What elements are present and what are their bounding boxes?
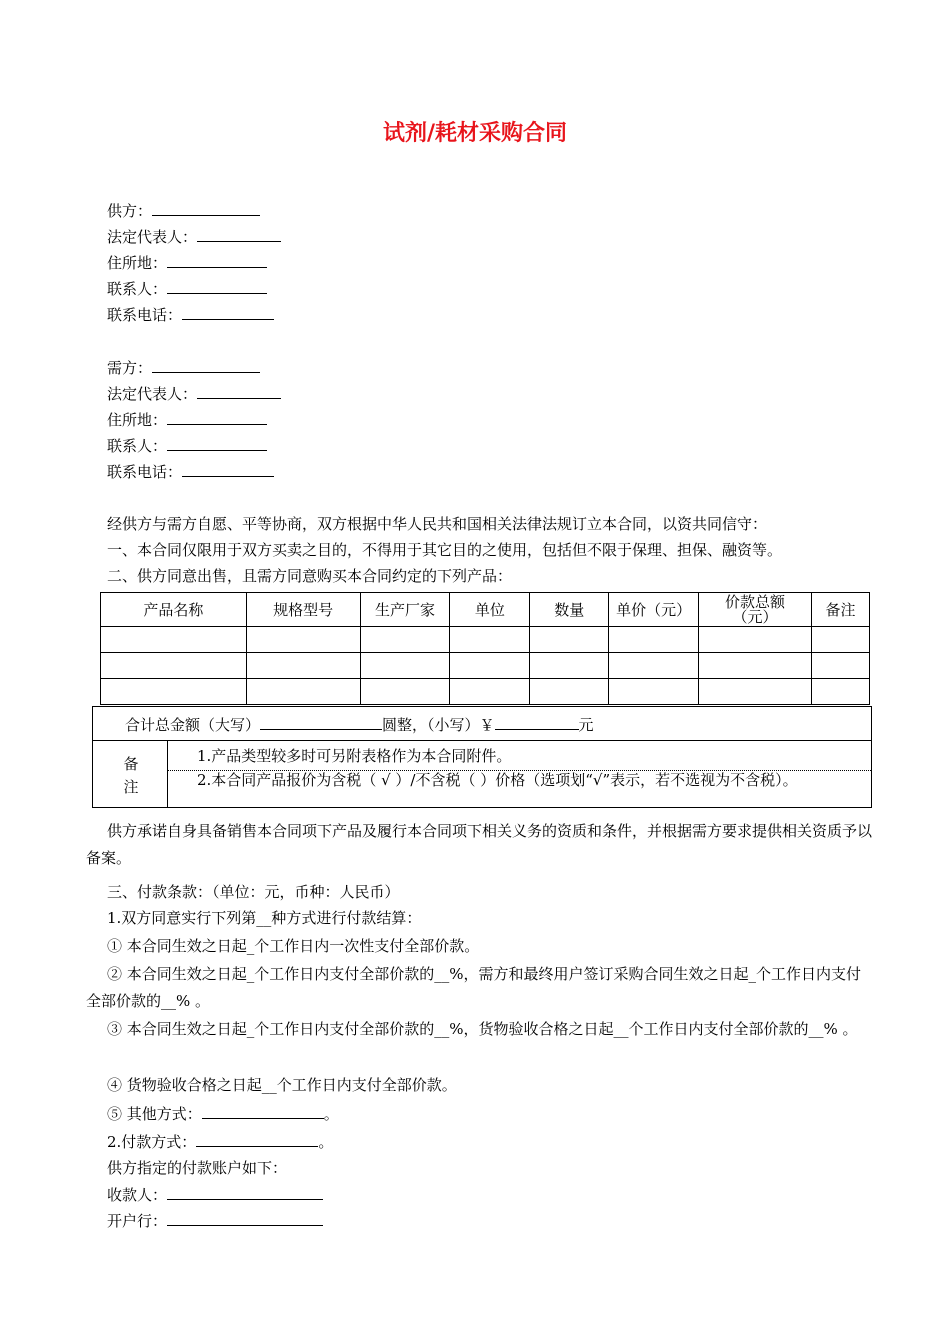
buyer-contact-label: 联系人： <box>107 437 168 455</box>
supplier-address-line <box>107 251 267 273</box>
buyer-legal-rep-label: 法定代表人： <box>107 385 198 403</box>
table-cell[interactable] <box>812 679 870 705</box>
table-cell[interactable] <box>530 679 609 705</box>
supplier-legal-rep-line <box>107 225 281 247</box>
table-cell[interactable] <box>609 679 699 705</box>
table-cell[interactable] <box>246 627 360 653</box>
supplier-phone-line <box>107 303 274 325</box>
table-cell[interactable] <box>450 679 530 705</box>
note-1-row <box>167 740 871 771</box>
payee-line <box>107 1183 323 1205</box>
notes-label-2: 注 <box>123 778 139 796</box>
note-2-text: 2.本合同产品报价为含税（ √ ）/不含税（ ）价格（选项划“√”表示，若不选视为不含税）。 <box>197 771 798 789</box>
buyer-address-blank[interactable] <box>167 408 267 425</box>
table-cell[interactable] <box>360 679 450 705</box>
buyer-legal-rep-blank[interactable] <box>197 382 281 399</box>
clause-1-text: 一、本合同仅限用于双方买卖之目的，不得用于其它目的之使用，包括但不限于保理、担保、融资等。 <box>107 541 783 559</box>
table-cell[interactable] <box>812 653 870 679</box>
table-row <box>101 653 870 679</box>
buyer-legal-rep-line <box>107 382 281 404</box>
header-manufacturer: 生产厂家 <box>360 593 450 627</box>
header-remarks: 备注 <box>812 593 870 627</box>
table-cell[interactable] <box>609 627 699 653</box>
table-row <box>101 679 870 705</box>
table-cell[interactable] <box>812 627 870 653</box>
supplier-contact-label: 联系人： <box>107 280 168 298</box>
payment-option-5-period: 。 <box>323 1105 339 1123</box>
buyer-party-blank[interactable] <box>152 356 260 373</box>
header-spec-model: 规格型号 <box>246 593 360 627</box>
supplier-contact-line <box>107 277 267 299</box>
payment-method-line <box>107 1130 333 1152</box>
table-cell[interactable] <box>450 627 530 653</box>
product-table-header <box>101 593 870 627</box>
payment-method-blank[interactable] <box>196 1130 318 1147</box>
supplier-party-label: 供方： <box>107 202 153 220</box>
supplier-phone-label: 联系电话： <box>107 306 183 324</box>
supplier-address-blank[interactable] <box>167 251 267 268</box>
table-cell[interactable] <box>530 627 609 653</box>
header-total-price <box>699 593 812 627</box>
table-cell[interactable] <box>530 653 609 679</box>
buyer-phone-line <box>107 460 274 482</box>
intro-text: 经供方与需方自愿、平等协商，双方根据中华人民共和国相关法律法规订立本合同，以资共同信守： <box>107 515 768 533</box>
header-quantity: 数量 <box>530 593 609 627</box>
table-cell[interactable] <box>609 653 699 679</box>
payment-option-2: ② 本合同生效之日起_个工作日内支付全部价款的__%，需方和最终用户签订采购合同生效之日起_个工作日内支付全部价款的__% 。 <box>86 965 862 1010</box>
payee-blank[interactable] <box>167 1183 323 1200</box>
note-1-text: 1.产品类型较多时可另附表格作为本合同附件。 <box>197 747 512 765</box>
bank-line <box>107 1209 323 1231</box>
table-cell[interactable] <box>101 679 247 705</box>
product-table <box>100 592 870 705</box>
table-cell[interactable] <box>101 627 247 653</box>
payment-heading: 三、付款条款：（单位：元，币种：人民币） <box>107 883 400 901</box>
payment-method-label: 2.付款方式： <box>107 1133 197 1151</box>
buyer-party-label: 需方： <box>107 359 153 377</box>
table-cell[interactable] <box>360 653 450 679</box>
notes-label-1: 备 <box>123 755 139 773</box>
buyer-phone-label: 联系电话： <box>107 463 183 481</box>
table-cell[interactable] <box>101 653 247 679</box>
total-amount-line <box>125 713 594 735</box>
payment-option-1: ① 本合同生效之日起_个工作日内一次性支付全部价款。 <box>107 937 480 955</box>
supplier-legal-rep-label: 法定代表人： <box>107 228 198 246</box>
table-cell[interactable] <box>699 627 812 653</box>
buyer-address-label: 住所地： <box>107 411 168 429</box>
bank-blank[interactable] <box>167 1209 323 1226</box>
supplier-party-blank[interactable] <box>152 199 260 216</box>
supplier-address-label: 住所地： <box>107 254 168 272</box>
document-title: 试剂/耗材采购合同 <box>382 121 568 146</box>
payment-option-3: ③ 本合同生效之日起_个工作日内支付全部价款的__%，货物验收合格之日起__个工作日内支付全部价款的__% 。 <box>107 1020 858 1038</box>
supplier-contact-blank[interactable] <box>167 277 267 294</box>
clause-2-text: 二、供方同意出售，且需方同意购买本合同约定的下列产品： <box>107 567 513 585</box>
notes-label <box>93 740 168 807</box>
payment-option-5-blank[interactable] <box>202 1102 324 1119</box>
buyer-party-line <box>107 356 260 378</box>
account-intro: 供方指定的付款账户如下： <box>107 1159 288 1177</box>
header-unit-price: 单价（元） <box>609 593 699 627</box>
table-cell[interactable] <box>450 653 530 679</box>
buyer-contact-blank[interactable] <box>167 434 267 451</box>
supplier-party-line <box>107 199 260 221</box>
total-notes-box <box>92 706 872 808</box>
payment-option-4: ④ 货物验收合格之日起__个工作日内支付全部价款。 <box>107 1076 457 1094</box>
note-2-row <box>167 770 871 807</box>
payment-option-5-line <box>107 1102 339 1124</box>
total-amount-row <box>93 707 871 741</box>
commitment-paragraph: 供方承诺自身具备销售本合同项下产品及履行本合同项下相关义务的资质和条件，并根据需方要求提供相关资质予以备案。 <box>86 822 873 867</box>
buyer-contact-line <box>107 434 267 456</box>
total-upper-label: 合计总金额（大写） <box>125 716 261 734</box>
total-yuan-whole-label: 圆整，（小写）￥ <box>382 716 495 734</box>
header-product-name: 产品名称 <box>101 593 247 627</box>
table-cell[interactable] <box>360 627 450 653</box>
total-upper-blank[interactable] <box>260 713 382 730</box>
supplier-legal-rep-blank[interactable] <box>197 225 281 242</box>
payee-label: 收款人： <box>107 1186 168 1204</box>
buyer-address-line <box>107 408 267 430</box>
table-cell[interactable] <box>699 653 812 679</box>
payment-item-1: 1.双方同意实行下列第__种方式进行付款结算： <box>107 909 422 927</box>
payment-option-5-label: ⑤ 其他方式： <box>107 1105 202 1123</box>
total-yuan-label: 元 <box>578 716 594 734</box>
table-cell[interactable] <box>246 679 360 705</box>
table-cell[interactable] <box>699 679 812 705</box>
total-lower-blank[interactable] <box>495 713 579 730</box>
table-row <box>101 627 870 653</box>
supplier-phone-blank[interactable] <box>182 303 274 320</box>
payment-method-period: 。 <box>318 1133 334 1151</box>
header-unit: 单位 <box>450 593 530 627</box>
bank-label: 开户行： <box>107 1212 168 1230</box>
buyer-phone-blank[interactable] <box>182 460 274 477</box>
table-cell[interactable] <box>246 653 360 679</box>
header-total-price-label: 价款总额（元） <box>725 592 786 626</box>
